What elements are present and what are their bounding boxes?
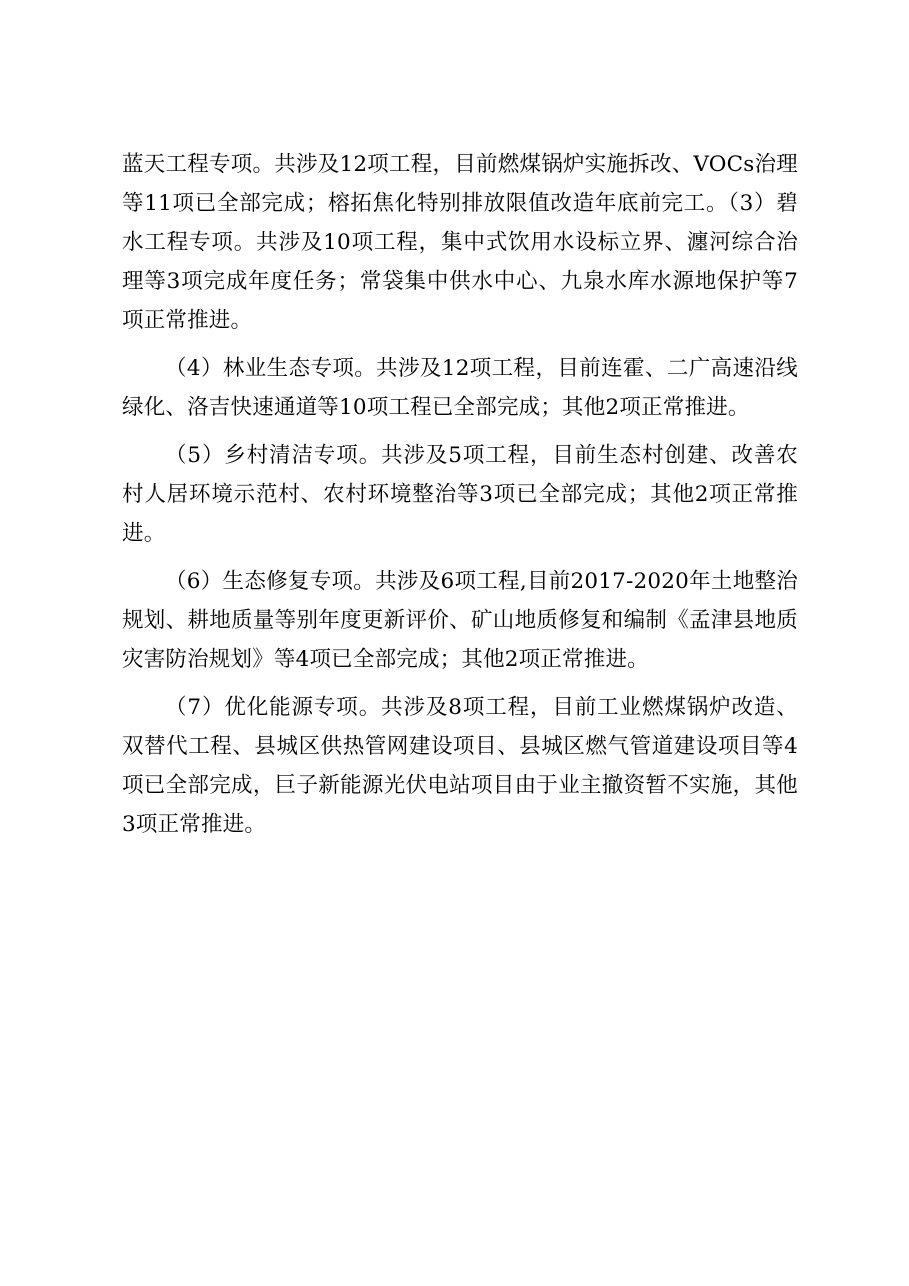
document-page: [122, 145, 798, 853]
paragraph-ecological-restoration: （6）生态修复专项。共涉及6项工程,目前2017-2020年土地整治规划、耕地质量等别年度更新评价、矿山地质修复和编制《孟津县地质灾害防治规划》等4项已全部完成；其他2项正常推进。: [122, 569, 798, 672]
paragraph-energy-optimization: （7）优化能源专项。共涉及8项工程，目前工业燃煤锅炉改造、双替代工程、县城区供热管网建设项目、县城区燃气管道建设项目等4项已全部完成，巨子新能源光伏电站项目由于业主撤资暂不实施，其他3项正常推进。: [122, 695, 798, 837]
paragraph-rural-cleaning: （5）乡村清洁专项。共涉及5项工程，目前生态村创建、改善农村人居环境示范村、农村环境整治等3项已全部完成；其他2项正常推进。: [122, 443, 798, 546]
paragraph-forestry-ecology: （4）林业生态专项。共涉及12项工程，目前连霍、二广高速沿线绿化、洛吉快速通道等10项工程已全部完成；其他2项正常推进。: [122, 356, 798, 420]
paragraph-blue-sky-and-clear-water: 蓝天工程专项。共涉及12项工程，目前燃煤锅炉实施拆改、VOCs治理等11项已全部完成；榕拓焦化特别排放限值改造年底前完工。（3）碧水工程专项。共涉及10项工程，集中式饮用水设标立界、瀍河综合治理等3项完成年度任务；常袋集中供水中心、九泉水库水源地保护等7项正常推进。: [122, 152, 798, 333]
